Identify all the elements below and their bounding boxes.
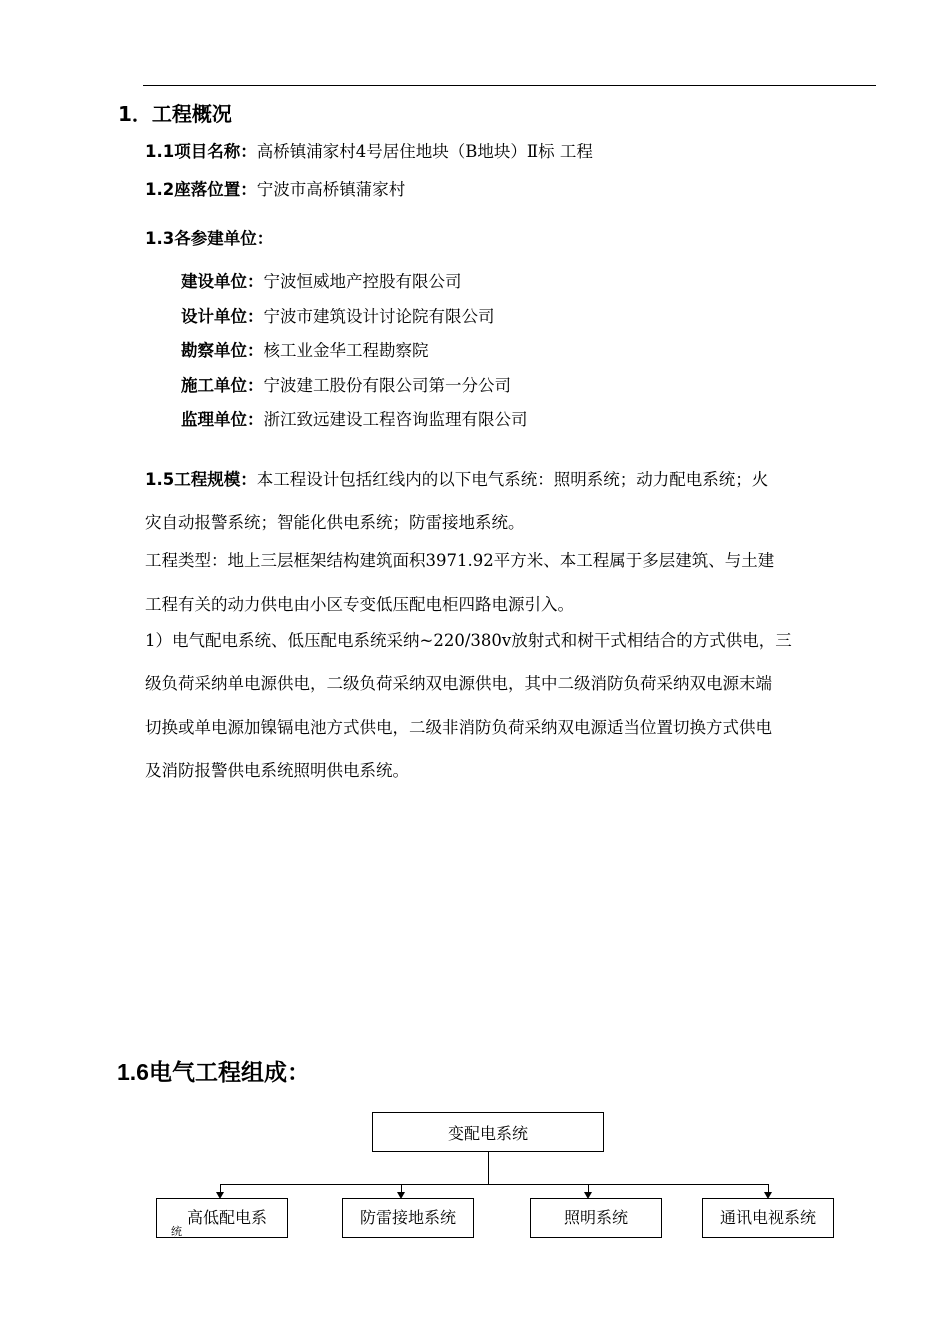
diagram-child-box — [342, 1198, 474, 1238]
supply-line: 1）电气配电系统、低压配电系统采纳~220/380v放射式和树干式相结合的方式供电，三 — [145, 631, 792, 650]
unit-label: 施工单位： — [181, 376, 264, 395]
diagram-trunk-line — [488, 1152, 489, 1184]
header-rule — [143, 85, 876, 86]
unit-label: 设计单位： — [181, 307, 264, 326]
diagram-child-label: 照明系统 — [563, 1208, 628, 1227]
units-heading — [145, 229, 273, 249]
scale-text: 本工程设计包括红线内的以下电气系统：照明系统；动力配电系统；火 — [256, 470, 769, 489]
unit-value: 浙江致远建设工程咨询监理有限公司 — [263, 410, 528, 429]
diagram-child-label: 防雷接地系统 — [359, 1208, 456, 1227]
location-label: 1.2座落位置： — [145, 180, 257, 199]
scale-line-1 — [145, 470, 877, 490]
section-1-title: 1．工程概况 — [118, 102, 232, 126]
project-name-value: 高桥镇浦家村4号居住地块（B地块）Ⅱ标 工程 — [256, 142, 593, 161]
diagram-child-label: 高低配电系 — [187, 1208, 268, 1227]
project-name-row — [145, 142, 593, 162]
unit-value: 宁波恒威地产控股有限公司 — [263, 272, 462, 291]
unit-value: 核工业金华工程勘察院 — [263, 341, 429, 360]
scale-line-2: 灾自动报警系统；智能化供电系统；防雷接地系统。 — [145, 513, 525, 532]
supply-line: 切换或单电源加镍镉电池方式供电，二级非消防负荷采纳双电源适当位置切换方式供电 — [145, 718, 772, 737]
type-line: 工程有关的动力供电由小区专变低压配电柜四路电源引入。 — [145, 595, 574, 614]
units-heading-label: 1.3各参建单位： — [145, 229, 274, 248]
unit-label: 监理单位： — [181, 410, 264, 429]
diagram-child-box — [702, 1198, 834, 1238]
diagram-root-label: 变配电系统 — [447, 1123, 528, 1143]
diagram-bus-line — [220, 1184, 768, 1185]
section-16-title: 1.6电气工程组成： — [117, 1059, 310, 1085]
location-row — [145, 180, 405, 200]
supply-line: 及消防报警供电系统照明供电系统。 — [145, 761, 409, 780]
unit-value: 宁波建工股份有限公司第一分公司 — [263, 376, 511, 395]
unit-row — [181, 410, 528, 430]
unit-row — [181, 341, 429, 361]
diagram-root-box — [372, 1112, 604, 1152]
location-value: 宁波市高桥镇蒲家村 — [256, 180, 406, 199]
diagram-child-overflow-text: 统 — [171, 1225, 182, 1238]
supply-line: 级负荷采纳单电源供电，二级负荷采纳双电源供电，其中二级消防负荷采纳双电源末端 — [145, 674, 772, 693]
diagram-child-box — [530, 1198, 662, 1238]
project-name-label: 1.1项目名称： — [145, 142, 257, 161]
unit-row — [181, 272, 462, 292]
unit-row — [181, 307, 495, 327]
unit-label: 建设单位： — [181, 272, 264, 291]
type-line: 工程类型：地上三层框架结构建筑面积3971.92平方米、本工程属于多层建筑、与土建 — [145, 551, 775, 570]
diagram-child-label: 通讯电视系统 — [719, 1208, 816, 1227]
unit-row — [181, 376, 511, 396]
scale-label: 1.5工程规模： — [145, 470, 257, 489]
unit-value: 宁波市建筑设计讨论院有限公司 — [263, 307, 495, 326]
unit-label: 勘察单位： — [181, 341, 264, 360]
